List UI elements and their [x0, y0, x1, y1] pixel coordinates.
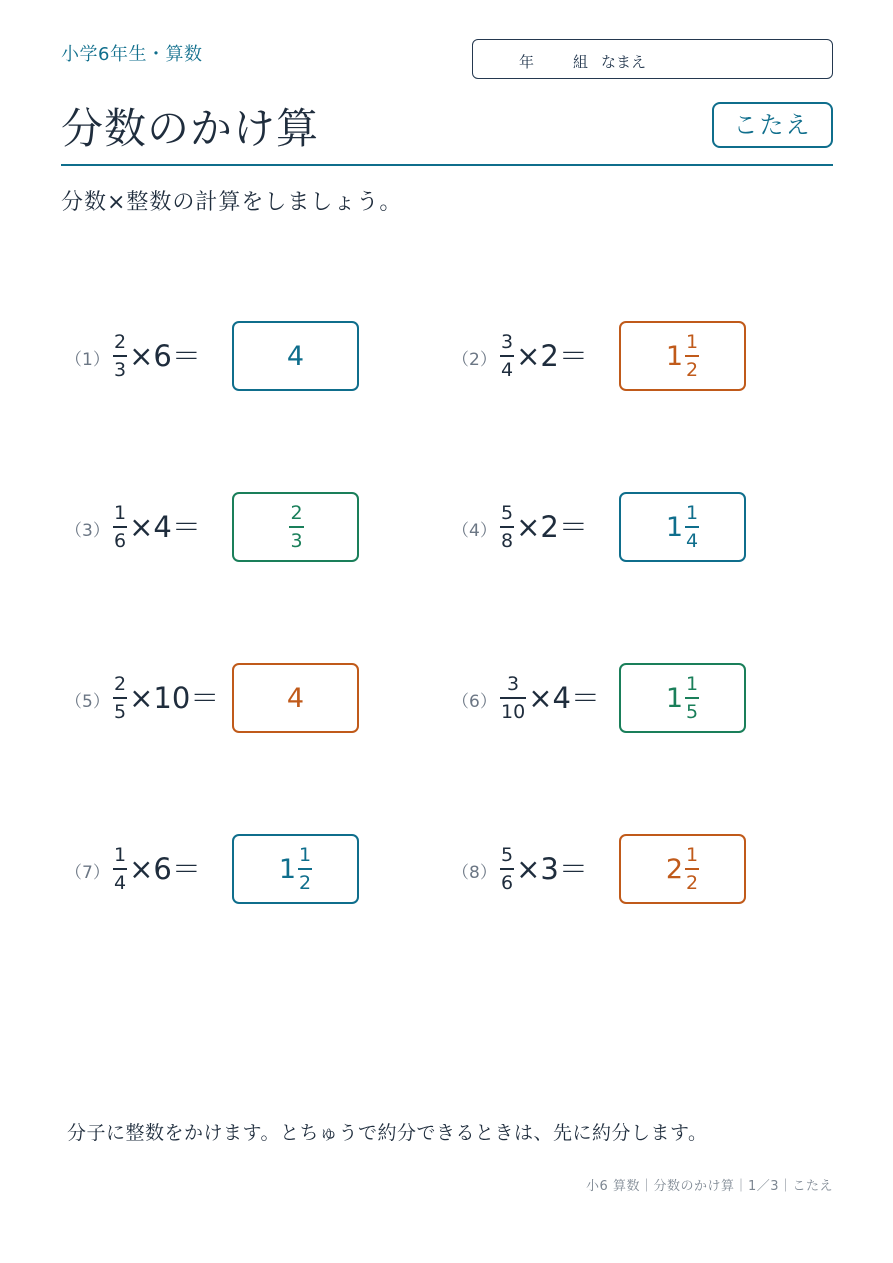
answer-numerator: 1 [686, 843, 699, 866]
fraction [500, 501, 514, 552]
problem-3 [65, 492, 425, 562]
name-field-box[interactable] [472, 39, 833, 79]
answer-whole: 4 [286, 682, 305, 714]
fraction [113, 330, 127, 381]
operator-text: ×3＝ [516, 851, 588, 886]
problem-5 [65, 663, 425, 733]
answer-whole: 2 [665, 853, 684, 885]
problem-2 [452, 321, 812, 391]
operator-text: ×2＝ [516, 509, 588, 544]
answer-box [619, 834, 746, 904]
problem-expression [500, 331, 588, 381]
fraction-numerator: 1 [114, 501, 127, 524]
problem-number: （6） [452, 692, 497, 712]
hint-text: 分子に整数をかけます。とちゅうで約分できるときは、先に約分します。 [67, 1122, 708, 1144]
answer-box [232, 321, 359, 391]
instruction-text: 分数×整数の計算をしましょう。 [61, 190, 403, 215]
fraction-numerator: 3 [507, 672, 520, 695]
operator-text: ×4＝ [129, 509, 201, 544]
fraction [500, 330, 514, 381]
fraction [113, 672, 127, 723]
answer-denominator: 4 [686, 529, 699, 552]
operator-text: ×10＝ [129, 680, 220, 715]
problem-1 [65, 321, 425, 391]
answer-whole: 1 [665, 511, 684, 543]
problem-number: （3） [65, 521, 110, 541]
problem-expression [500, 502, 588, 552]
fraction [113, 501, 127, 552]
answer-denominator: 2 [686, 871, 699, 894]
answer-box [232, 492, 359, 562]
answer-box [232, 663, 359, 733]
fraction-numerator: 3 [501, 330, 514, 353]
answer-fraction [685, 501, 699, 552]
fraction-denominator: 4 [501, 358, 514, 381]
fraction-numerator: 5 [501, 501, 514, 524]
fraction-denominator: 5 [114, 700, 127, 723]
answer-whole: 1 [665, 682, 684, 714]
problem-number: （5） [65, 692, 110, 712]
operator-text: ×6＝ [129, 338, 201, 373]
fraction-denominator: 4 [114, 871, 127, 894]
name-label: なまえ [601, 53, 647, 71]
problem-expression [500, 673, 600, 723]
answer-fraction [298, 843, 312, 894]
fraction-denominator: 10 [501, 700, 526, 723]
answer-denominator: 2 [686, 358, 699, 381]
fraction-denominator: 6 [501, 871, 514, 894]
answer-numerator: 1 [686, 501, 699, 524]
answer-denominator: 2 [299, 871, 312, 894]
problem-8 [452, 834, 812, 904]
fraction-numerator: 5 [501, 843, 514, 866]
answer-numerator: 1 [686, 330, 699, 353]
problem-number: （7） [65, 863, 110, 883]
problem-7 [65, 834, 425, 904]
answer-fraction [685, 672, 699, 723]
answer-box [619, 492, 746, 562]
fraction [500, 843, 514, 894]
answer-whole: 1 [665, 340, 684, 372]
operator-text: ×6＝ [129, 851, 201, 886]
problem-expression [113, 502, 201, 552]
operator-text: ×2＝ [516, 338, 588, 373]
answer-fraction [685, 843, 699, 894]
problem-6 [452, 663, 812, 733]
class-label: 組 [573, 53, 589, 71]
answer-badge: こたえ [712, 102, 833, 148]
fraction [500, 672, 526, 723]
fraction-numerator: 2 [114, 672, 127, 695]
problem-expression [113, 844, 201, 894]
answer-numerator: 1 [686, 672, 699, 695]
fraction-denominator: 8 [501, 529, 514, 552]
answer-fraction [685, 330, 699, 381]
answer-numerator: 2 [290, 501, 303, 524]
fraction-denominator: 3 [114, 358, 127, 381]
problem-number: （1） [65, 350, 110, 370]
problem-number: （4） [452, 521, 497, 541]
answer-numerator: 1 [299, 843, 312, 866]
header-divider [61, 164, 833, 166]
page-footer: 小6 算数｜分数のかけ算｜1／3｜こたえ [586, 1179, 833, 1194]
answer-denominator: 3 [290, 529, 303, 552]
answer-whole: 4 [286, 340, 305, 372]
grade-subject-label: 小学6年生・算数 [61, 44, 203, 65]
problem-number: （8） [452, 863, 497, 883]
problem-expression [113, 331, 201, 381]
problem-4 [452, 492, 812, 562]
fraction-numerator: 1 [114, 843, 127, 866]
fraction [113, 843, 127, 894]
answer-denominator: 5 [686, 700, 699, 723]
page-title: 分数のかけ算 [61, 104, 320, 153]
problem-number: （2） [452, 350, 497, 370]
answer-whole: 1 [278, 853, 297, 885]
answer-fraction [289, 501, 303, 552]
answer-box [619, 321, 746, 391]
fraction-numerator: 2 [114, 330, 127, 353]
fraction-denominator: 6 [114, 529, 127, 552]
answer-box [619, 663, 746, 733]
operator-text: ×4＝ [528, 680, 600, 715]
problem-expression [113, 673, 219, 723]
problem-expression [500, 844, 588, 894]
answer-box [232, 834, 359, 904]
year-label: 年 [519, 53, 535, 71]
